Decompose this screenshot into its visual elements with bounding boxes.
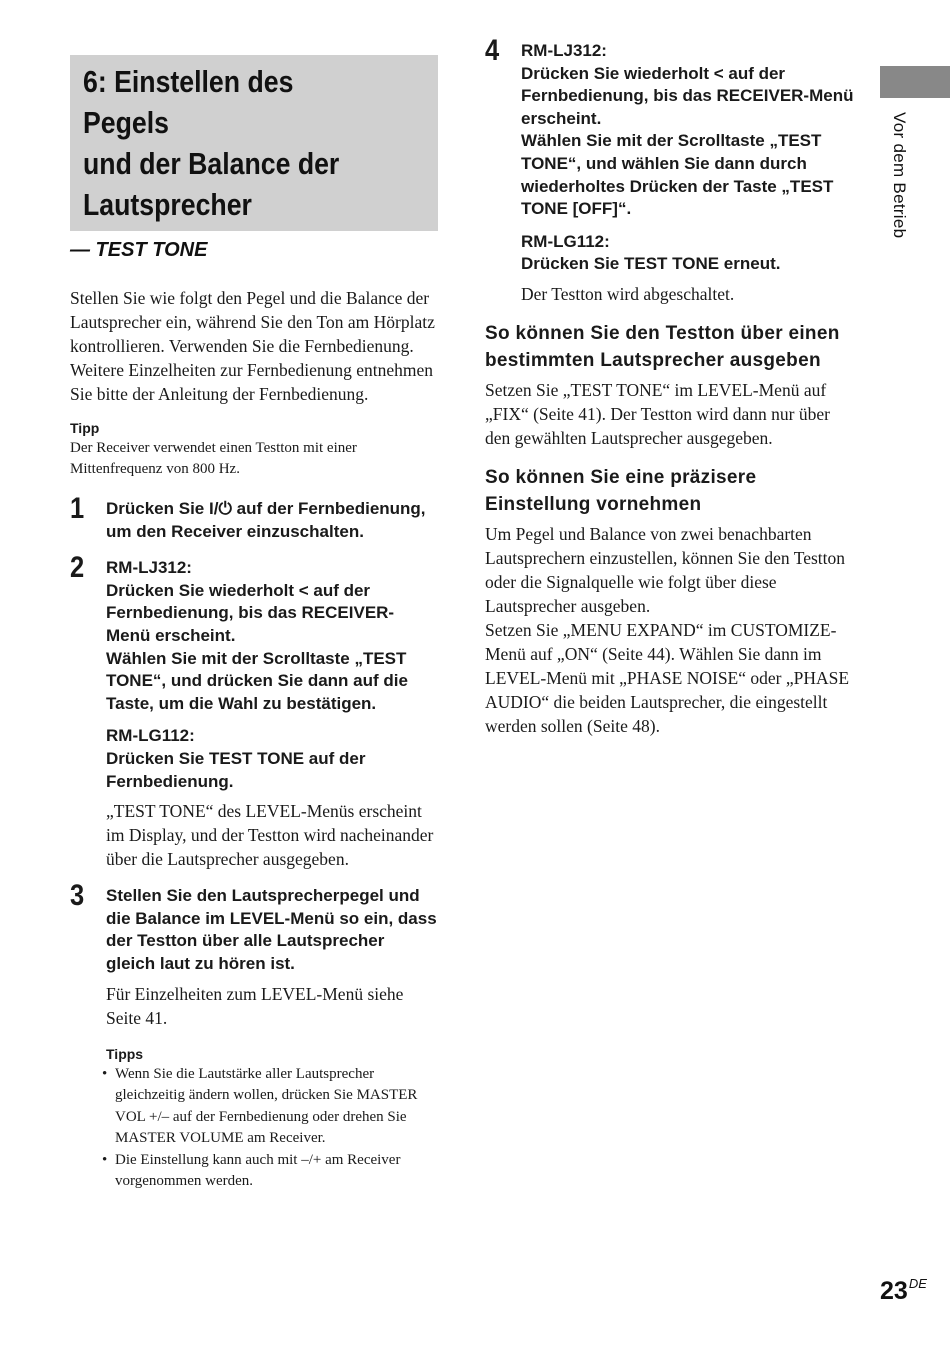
- title-line-3: Lautsprecher: [83, 187, 252, 222]
- intro-paragraph-2: Weitere Einzelheiten zur Fernbedienung entnehmen Sie bitte der Anleitung der Fernbedienung.: [70, 360, 434, 404]
- step-1-text-a: Drücken Sie: [106, 499, 209, 518]
- step-number: 4: [485, 34, 500, 67]
- step-number: 1: [70, 492, 85, 525]
- step-3: [70, 879, 438, 1192]
- section-side-label: Vor dem Betrieb: [890, 112, 909, 239]
- tip-text: Der Receiver verwendet einen Testton mit einer Mittenfrequenz von 800 Hz.: [70, 440, 357, 477]
- step-2: [70, 551, 438, 871]
- page-language-suffix: DE: [908, 1276, 927, 1291]
- step-4: [485, 34, 857, 306]
- section-specific-speaker: [485, 320, 857, 450]
- page-title: [83, 61, 378, 225]
- remote-lg112-block: [106, 725, 438, 793]
- title-line-1: 6: Einstellen des Pegels: [83, 64, 294, 140]
- section-heading: So können Sie eine präzisere Einstellung vornehmen: [485, 466, 757, 515]
- step-note: Für Einzelheiten zum LEVEL-Menü siehe Seite 41.: [106, 983, 404, 1028]
- remote-lg112-instruction: Drücken Sie TEST TONE erneut.: [521, 254, 781, 274]
- left-column: [70, 55, 438, 1193]
- section-tab-marker: [880, 66, 950, 98]
- section-paragraph-1: Um Pegel und Balance von zwei benachbarten Lautsprechern einzustellen, können Sie den Testton oder die Signalquelle wie folgt über diese Lautsprecher ausgeben.: [485, 523, 846, 616]
- tips-list: [106, 1064, 438, 1193]
- step-instruction: [106, 498, 438, 543]
- step-1-text-b: auf der Fernbedienung, um den Receiver einzuschalten.: [106, 499, 426, 541]
- remote-lj312-instruction: Drücken Sie wiederholt < auf der Fernbedienung, bis das RECEIVER-Menü erscheint. Wählen Sie mit der Scrolltaste „TEST TONE“, und drücken Sie dann auf die Taste, um die Wahl zu bestätigen.: [106, 580, 408, 713]
- title-line-2: und der Balance der: [83, 146, 340, 181]
- step-instruction: Stellen Sie den Lautsprecherpegel und die Balance im LEVEL-Menü so ein, dass der Testton über alle Lautsprecher gleich laut zu hören ist.: [106, 886, 437, 973]
- section-paragraph-2: Setzen Sie „MENU EXPAND“ im CUSTOMIZE-Menü auf „ON“ (Seite 44). Wählen Sie dann im LEVEL-Menü mit „PHASE NOISE“ oder „PHASE AUDIO“ die beiden Lautsprecher, die eingestellt werden sollen (Seite 48).: [485, 619, 850, 736]
- step-note: Der Testton wird abgeschaltet.: [521, 283, 735, 304]
- section-precise-adjustment: [485, 464, 857, 738]
- page-number-value: 23: [880, 1277, 908, 1305]
- remote-lj312-instruction: Drücken Sie wiederholt < auf der Fernbedienung, bis das RECEIVER-Menü erscheint. Wählen Sie mit der Scrolltaste „TEST TONE“, und wählen Sie dann durch wiederholtes Drücken der Taste „TEST TONE [OFF]“.: [521, 63, 854, 219]
- power-icon: I/⏻: [209, 499, 232, 518]
- step-1: [70, 492, 438, 543]
- tip-label: Tipp: [70, 420, 100, 436]
- remote-lg112-block: [521, 231, 857, 276]
- heading-box: [70, 55, 438, 231]
- list-item: • Wenn Sie die Lautstärke aller Lautsprecher gleichzeitig ändern wollen, drücken Sie MASTER VOL +/– auf der Fernbedienung oder drehen Sie MASTER VOLUME am Receiver.: [106, 1064, 438, 1150]
- list-item: • Die Einstellung kann auch mit –/+ am Receiver vorgenommen werden.: [106, 1150, 438, 1193]
- intro-paragraph-1: Stellen Sie wie folgt den Pegel und die Balance der Lautsprecher ein, während Sie den Ton am Hörplatz kontrollieren. Verwenden Sie die Fernbedienung.: [70, 288, 435, 356]
- remote-lg112-label: RM-LG112:: [106, 726, 195, 746]
- remote-lj312-label: RM-LJ312:: [106, 558, 192, 578]
- step-number: 2: [70, 551, 85, 585]
- remote-lj312-label: RM-LJ312:: [521, 41, 607, 60]
- remote-lg112-label: RM-LG112:: [521, 231, 610, 251]
- step-number: 3: [70, 879, 85, 913]
- page-subtitle: — TEST TONE: [70, 239, 208, 261]
- remote-lg112-instruction: Drücken Sie TEST TONE auf der Fernbedienung.: [106, 748, 366, 791]
- right-column: [485, 34, 857, 738]
- step-note: „TEST TONE“ des LEVEL-Menüs erscheint im Display, und der Testton wird nacheinander über die Lautsprecher ausgegeben.: [106, 801, 434, 870]
- section-heading: So können Sie den Testton über einen bestimmten Lautsprecher ausgeben: [485, 322, 840, 371]
- page-number: [880, 1276, 927, 1306]
- section-text: Setzen Sie „TEST TONE“ im LEVEL-Menü auf „FIX“ (Seite 41). Der Testton wird dann nur über den gewählten Lautsprecher ausgegeben.: [485, 379, 830, 448]
- tips-label: Tipps: [106, 1045, 144, 1062]
